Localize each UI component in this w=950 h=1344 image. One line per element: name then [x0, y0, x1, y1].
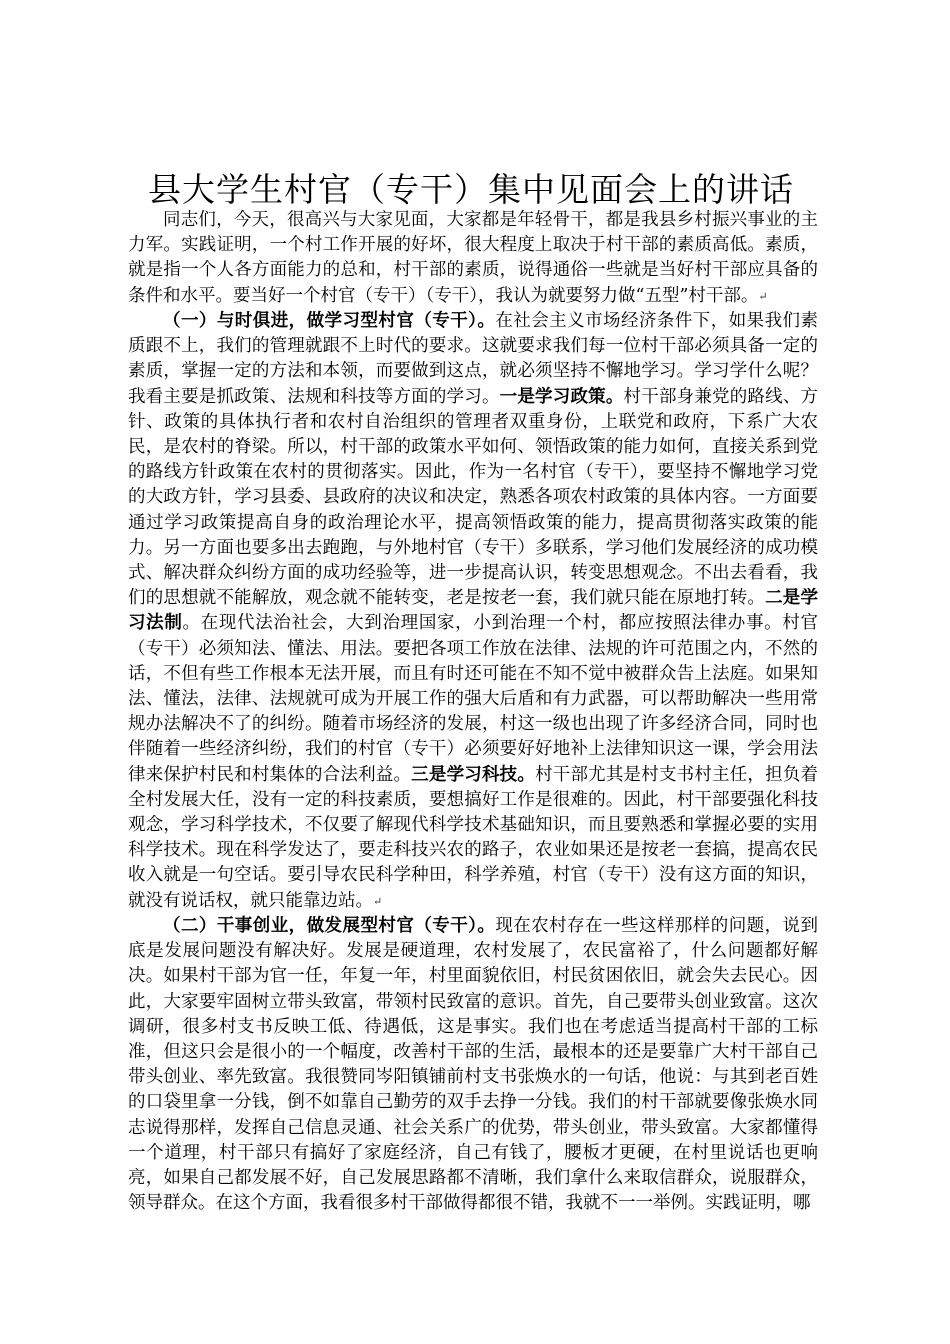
paragraph-mark-icon: ↵ — [373, 894, 383, 908]
bold-heading-text: 二是学习法制 — [128, 588, 819, 634]
paragraph-mark-icon: ↵ — [758, 289, 768, 303]
bold-heading-text: （二）干事创业，做发展型村官（专干）。 — [163, 915, 496, 936]
document-body — [128, 208, 818, 1216]
paragraph — [128, 914, 818, 1216]
paragraph-text: 在社会主义市场经济条件下，如果我们素质跟不上，我们的管理就跟不上时代的要求。这就要求我们每一位村干部必须具备一定的素质，掌握一定的方法和本领，而要做到这点，就必须坚持不懈地学习。学习学什么呢？我看主要是抓政策、法规和科技等方面的学习。 — [128, 310, 819, 407]
paragraph-text: 村干部尤其是村支书村主任，担负着全村发展大任，没有一定的科技素质，要想搞好工作是很难的。因此，村干部要强化科技观念，学习科学技术，不仅要了解现代科学技术基础知识，而且要熟悉和掌握必要的实用科学技术。现在科学发达了，要走科技兴农的路子，农业如果还是按老一套搞，提高农民收入就是一句空话。要引导农民科学种田，科学养殖，村官（专干）没有这方面的知识，就没有说话权，就只能靠边站。 — [128, 764, 819, 911]
paragraph-text: 。在现代法治社会，大到治理国家，小到治理一个村，都应按照法律办事。村官（专干）必须知法、懂法、用法。要把各项工作放在法律、法规的许可范围之内，不然的话，不但有些工作根本无法开展，而且有时还可能在不知不觉中被群众告上法庭。如果知法、懂法，法律、法规就可成为开展工作的强大后盾和有力武器，可以帮助解决一些用常规办法解决不了的纠纷。随着市场经济的发展，村这一级也出现了许多经济合同，同时也伴随着一些经济纠纷，我们的村官（专干）必须要好好地补上法律知识这一课，学会用法律来保护村民和村集体的合法利益。 — [128, 613, 819, 785]
paragraph-text: 现在农村存在一些这样那样的问题，说到底是发展问题没有解决好。发展是硬道理，农村发展了，农民富裕了，什么问题都好解决。如果村干部为官一任，年复一年，村里面貌依旧，村民贫困依旧，就会失去民心。因此，大家要牢固树立带头致富，带领村民致富的意识。首先，自己要带头创业致富。这次调研，很多村支书反映工低、待遇低，这是事实。我们也在考虑适当提高村干部的工标准，但这只会是很小的一个幅度，改善村干部的生活，最根本的还是要靠广大村干部自己带头创业、率先致富。我很赞同岑阳镇铺前村支书张焕水的一句话，他说：与其到老百姓的口袋里拿一分钱，倒不如靠自己勤劳的双手去挣一分钱。我们的村干部就要像张焕水同志说得那样，发挥自己信息灵通、社会关系广的优势，带头创业，带头致富。大家都懂得一个道理，村干部只有搞好了家庭经济，自己有钱了，腰板才更硬，在村里说话也更响亮，如果自己都发展不好，自己发展思路都不清晰，我们拿什么来取信群众，说服群众，领导群众。在这个方面，我看很多村干部做得都很不错，我就不一一举例。实践证明，哪 — [128, 915, 819, 1214]
bold-heading-text: 一是学习政策。 — [499, 386, 624, 407]
paragraph — [128, 309, 818, 914]
document-title: 县大学生村官（专干）集中见面会上的讲话 — [148, 170, 794, 209]
paragraph-text: 同志们，今天，很高兴与大家见面，大家都是年轻骨干，都是我县乡村振兴事业的主力军。实践证明，一个村工作开展的好坏，很大程度上取决于村干部的素质高低。素质，就是指一个人各方面能力的总和，村干部的素质，说得通俗一些就是当好村干部应具备的条件和水平。要当好一个村官（专干）（专干），我认为就要努力做“五型”村干部。 — [128, 210, 818, 306]
bold-heading-text: （一）与时俱进，做学习型村官（专干）。 — [163, 310, 496, 331]
paragraph-text: 村干部身兼党的路线、方针、政策的具体执行者和农村自治组织的管理者双重身份，上联党和政府，下系广大农民，是农村的脊梁。所以，村干部的政策水平如何、领悟政策的能力如何，直接关系到党的路线方针政策在农村的贯彻落实。因此，作为一名村官（专干），要坚持不懈地学习党的大政方针，学习县委、县政府的决议和决定，熟悉各项农村政策的具体内容。一方面要通过学习政策提高自身的政治理论水平，提高领悟政策的能力，提高贯彻落实政策的能力。另一方面也要多出去跑跑，与外地村官（专干）多联系，学习他们发展经济的成功模式、解决群众纠纷方面的成功经验等，进一步提高认识，转变思想观念。不出去看看，我们的思想就不能解放，观念就不能转变，老是按老一套，我们就只能在原地打转。 — [128, 386, 819, 609]
paragraph — [128, 208, 818, 309]
bold-heading-text: 三是学习科技。 — [411, 764, 536, 785]
